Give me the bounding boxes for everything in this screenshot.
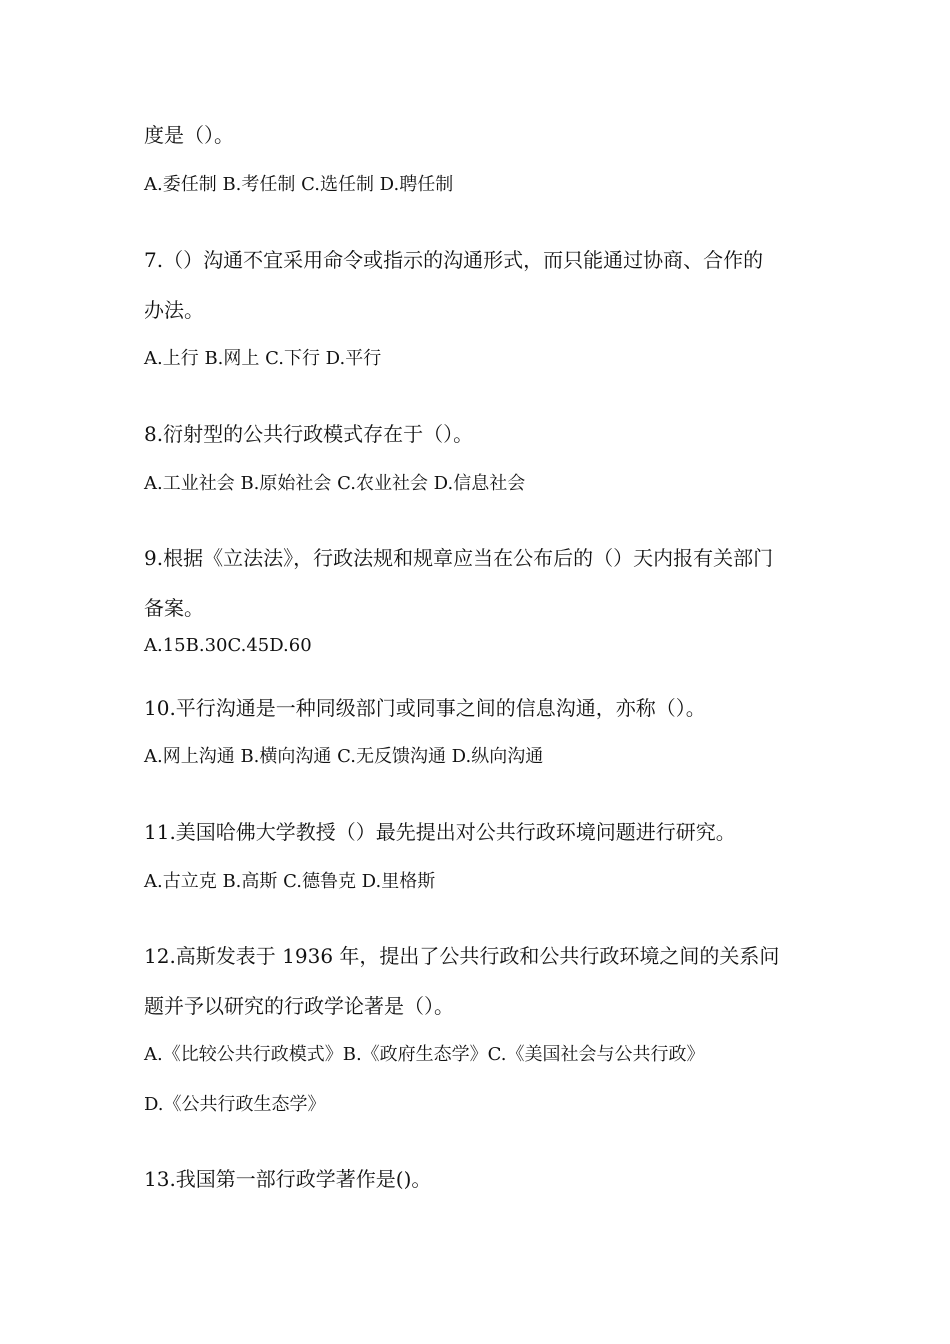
question-9-options: A.15B.30C.45D.60 [144,635,312,656]
question-11: 11.美国哈佛大学教授（）最先提出对公共行政环境问题进行研究。 [144,820,736,844]
question-7-line-2: 办法。 [144,298,204,322]
question-7-options: A.上行 B.网上 C.下行 D.平行 [144,348,382,369]
question-10-options: A.网上沟通 B.横向沟通 C.无反馈沟通 D.纵向沟通 [144,746,544,767]
question-6-options: A.委任制 B.考任制 C.选任制 D.聘任制 [144,174,454,195]
question-9-line-1: 9.根据《立法法》，行政法规和规章应当在公布后的（）天内报有关部门 [144,546,774,570]
question-10: 10.平行沟通是一种同级部门或同事之间的信息沟通，亦称（）。 [144,696,706,720]
question-12-line-1: 12.高斯发表于 1936 年，提出了公共行政和公共行政环境之间的关系问 [144,944,780,968]
question-11-options: A.古立克 B.高斯 C.德鲁克 D.里格斯 [144,871,436,892]
question-6-continuation: 度是（）。 [144,123,234,147]
question-9-line-2: 备案。 [144,596,204,620]
question-12-line-2: 题并予以研究的行政学论著是（）。 [144,994,454,1018]
question-7-line-1: 7.（）沟通不宜采用命令或指示的沟通形式，而只能通过协商、合作的 [144,248,764,272]
question-13: 13.我国第一部行政学著作是()。 [144,1167,432,1191]
question-8: 8.衍射型的公共行政模式存在于（）。 [144,422,474,446]
question-12-options-line-2: D.《公共行政生态学》 [144,1094,326,1115]
question-8-options: A.工业社会 B.原始社会 C.农业社会 D.信息社会 [144,473,526,494]
question-12-options-line-1: A.《比较公共行政模式》B.《政府生态学》C.《美国社会与公共行政》 [144,1044,705,1065]
